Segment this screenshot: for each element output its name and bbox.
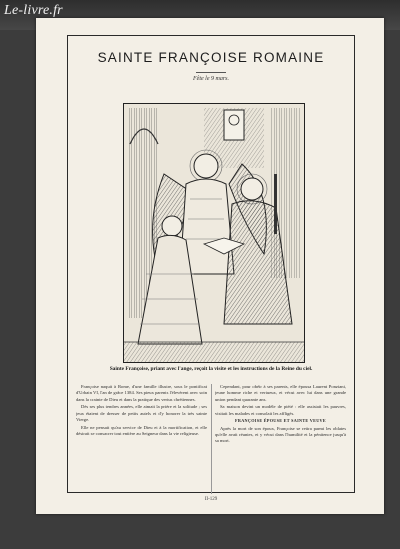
paragraph: Elle ne pensait qu'au service de Dieu et à la mortification, et elle désirait se consacrer tout entière au Seigneur dans la vie religieuse.: [76, 424, 207, 437]
paragraph: Dès ses plus tendres années, elle aimait la prière et la solitude ; ses jeux étaient de dresser de petits autels et d'y honorer la très sainte Vierge.: [76, 404, 207, 422]
paragraph: Françoise naquit à Rome, d'une famille illustre, sous le pontificat d'Urbain VI, l'an de grâce 1384. Ses pieux parents l'élevèrent avec soin dans la crainte de Dieu et dans la pratique des vertus chrétiennes.: [76, 384, 207, 402]
column-divider: [211, 384, 212, 494]
feast-line: Fête le 9 mars.: [193, 76, 229, 82]
page-frame: [67, 35, 355, 502]
title-rule: [196, 72, 226, 73]
page-title: SAINTE FRANÇOISE ROMAINE: [97, 50, 325, 65]
document-page: [36, 18, 384, 514]
text-column-left: [76, 384, 207, 494]
section-subheading: FRANÇOISE ÉPOUSE ET SAINTE VEUVE: [235, 418, 326, 424]
paragraph: Sa maison devint un modèle de piété : elle assistait les pauvres, visitait les malades et consolait les affligés.: [215, 404, 346, 416]
page-number: II-129: [204, 497, 218, 502]
engraving-drawing: [124, 104, 304, 362]
text-column-right: [215, 384, 346, 494]
illustration-caption: Sainte Françoise, priant avec l'ange, reçoit la visite et les instructions de la Reine du ciel.: [109, 366, 313, 372]
paragraph: Cependant, pour obéir à ses parents, elle épousa Laurent Ponziani, jeune homme riche et vertueux, et vécut avec lui dans une grande union pendant quarante ans.: [215, 384, 346, 402]
engraving-illustration: [123, 103, 305, 363]
paragraph: Après la mort de son époux, Françoise se retira parmi les oblates qu'elle avait réunies, et y vécut dans l'humilité et la pénitence jusqu'à sa mort.: [215, 425, 346, 444]
site-logo: Le-livre.fr: [4, 3, 63, 18]
